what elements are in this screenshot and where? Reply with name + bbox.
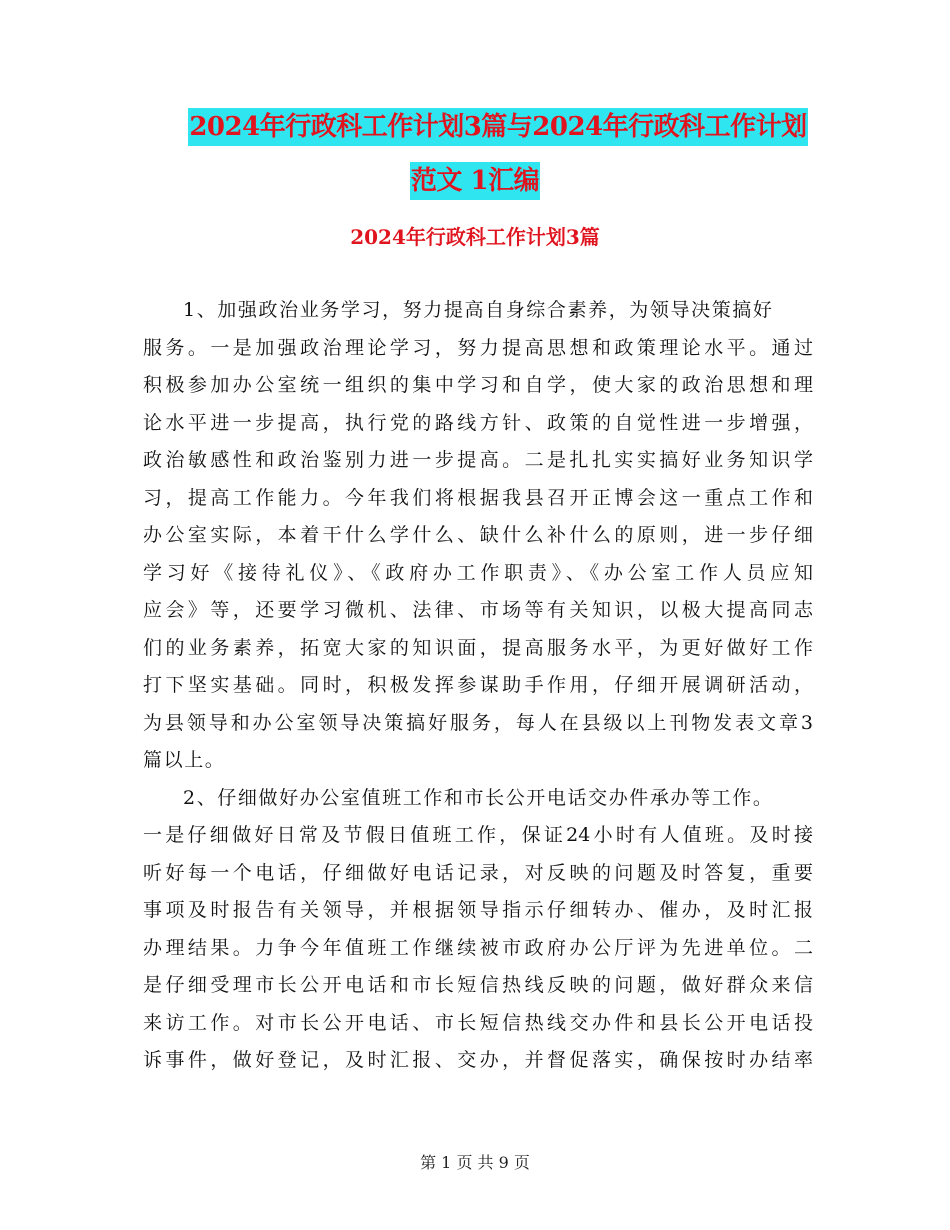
paragraph-line: 事项及时报告有关领导，并根据领导指示仔细转办、催办，及时汇报 [143, 899, 813, 921]
paragraph-line: 篇以上。 [143, 749, 226, 771]
paragraph-line: 论水平进一步提高，执行党的路线方针、政策的自觉性进一步增强， [143, 411, 813, 434]
document-title-line-1: 2024年行政科工作计划3篇与2024年行政科工作计划 [188, 108, 807, 146]
paragraph-line: 学习好《接待礼仪》、《政府办工作职责》、《办公室工作人员应知 [143, 561, 813, 584]
paragraph-line: 2、仔细做好办公室值班工作和市长公开电话交办件承办等工作。 [183, 786, 774, 809]
paragraph-line: 是仔细受理市长公开电话和市长短信热线反映的问题，做好群众来信 [143, 974, 813, 996]
document-body [143, 292, 813, 1080]
paragraph-line: 们的业务素养，拓宽大家的知识面，提高服务水平，为更好做好工作 [143, 636, 813, 659]
paragraph-line: 听好每一个电话，仔细做好电话记录，对反映的问题及时答复，重要 [143, 861, 813, 884]
paragraph-line: 习，提高工作能力。今年我们将根据我县召开正博会这一重点工作和 [143, 486, 813, 509]
section-heading: 2024年行政科工作计划3篇 [350, 225, 600, 249]
paragraph-line: 办理结果。力争今年值班工作继续被市政府办公厅评为先进单位。二 [143, 936, 813, 959]
paragraph-line: 诉事件，做好登记，及时汇报、交办，并督促落实，确保按时办结率 [143, 1049, 813, 1071]
paragraph-line: 积极参加办公室统一组织的集中学习和自学，使大家的政治思想和理 [143, 374, 813, 396]
paragraph-line: 服务。一是加强政治理论学习，努力提高思想和政策理论水平。通过 [143, 336, 813, 359]
paragraph-line: 一是仔细做好日常及节假日值班工作，保证24小时有人值班。及时接 [143, 824, 813, 846]
document-title-line-2: 范文 1汇编 [410, 162, 540, 200]
paragraph-line: 办公室实际，本着干什么学什么、缺什么补什么的原则，进一步仔细 [143, 524, 813, 546]
paragraph-line: 打下坚实基础。同时，积极发挥参谋助手作用，仔细开展调研活动， [143, 674, 813, 696]
paragraph-line: 政治敏感性和政治鉴别力进一步提高。二是扎扎实实搞好业务知识学 [143, 449, 813, 471]
page-number-footer: 第 1 页 共 9 页 [420, 1153, 530, 1172]
document-title [0, 108, 950, 200]
paragraph-line: 来访工作。对市长公开电话、市长短信热线交办件和县长公开电话投 [143, 1011, 813, 1034]
paragraph-line: 为县领导和办公室领导决策搞好服务，每人在县级以上刊物发表文章3 [143, 711, 813, 734]
paragraph-line: 应会》等，还要学习微机、法律、市场等有关知识，以极大提高同志 [143, 599, 813, 621]
paragraph-line: 1、加强政治业务学习，努力提高自身综合素养，为领导决策搞好 [183, 299, 774, 321]
